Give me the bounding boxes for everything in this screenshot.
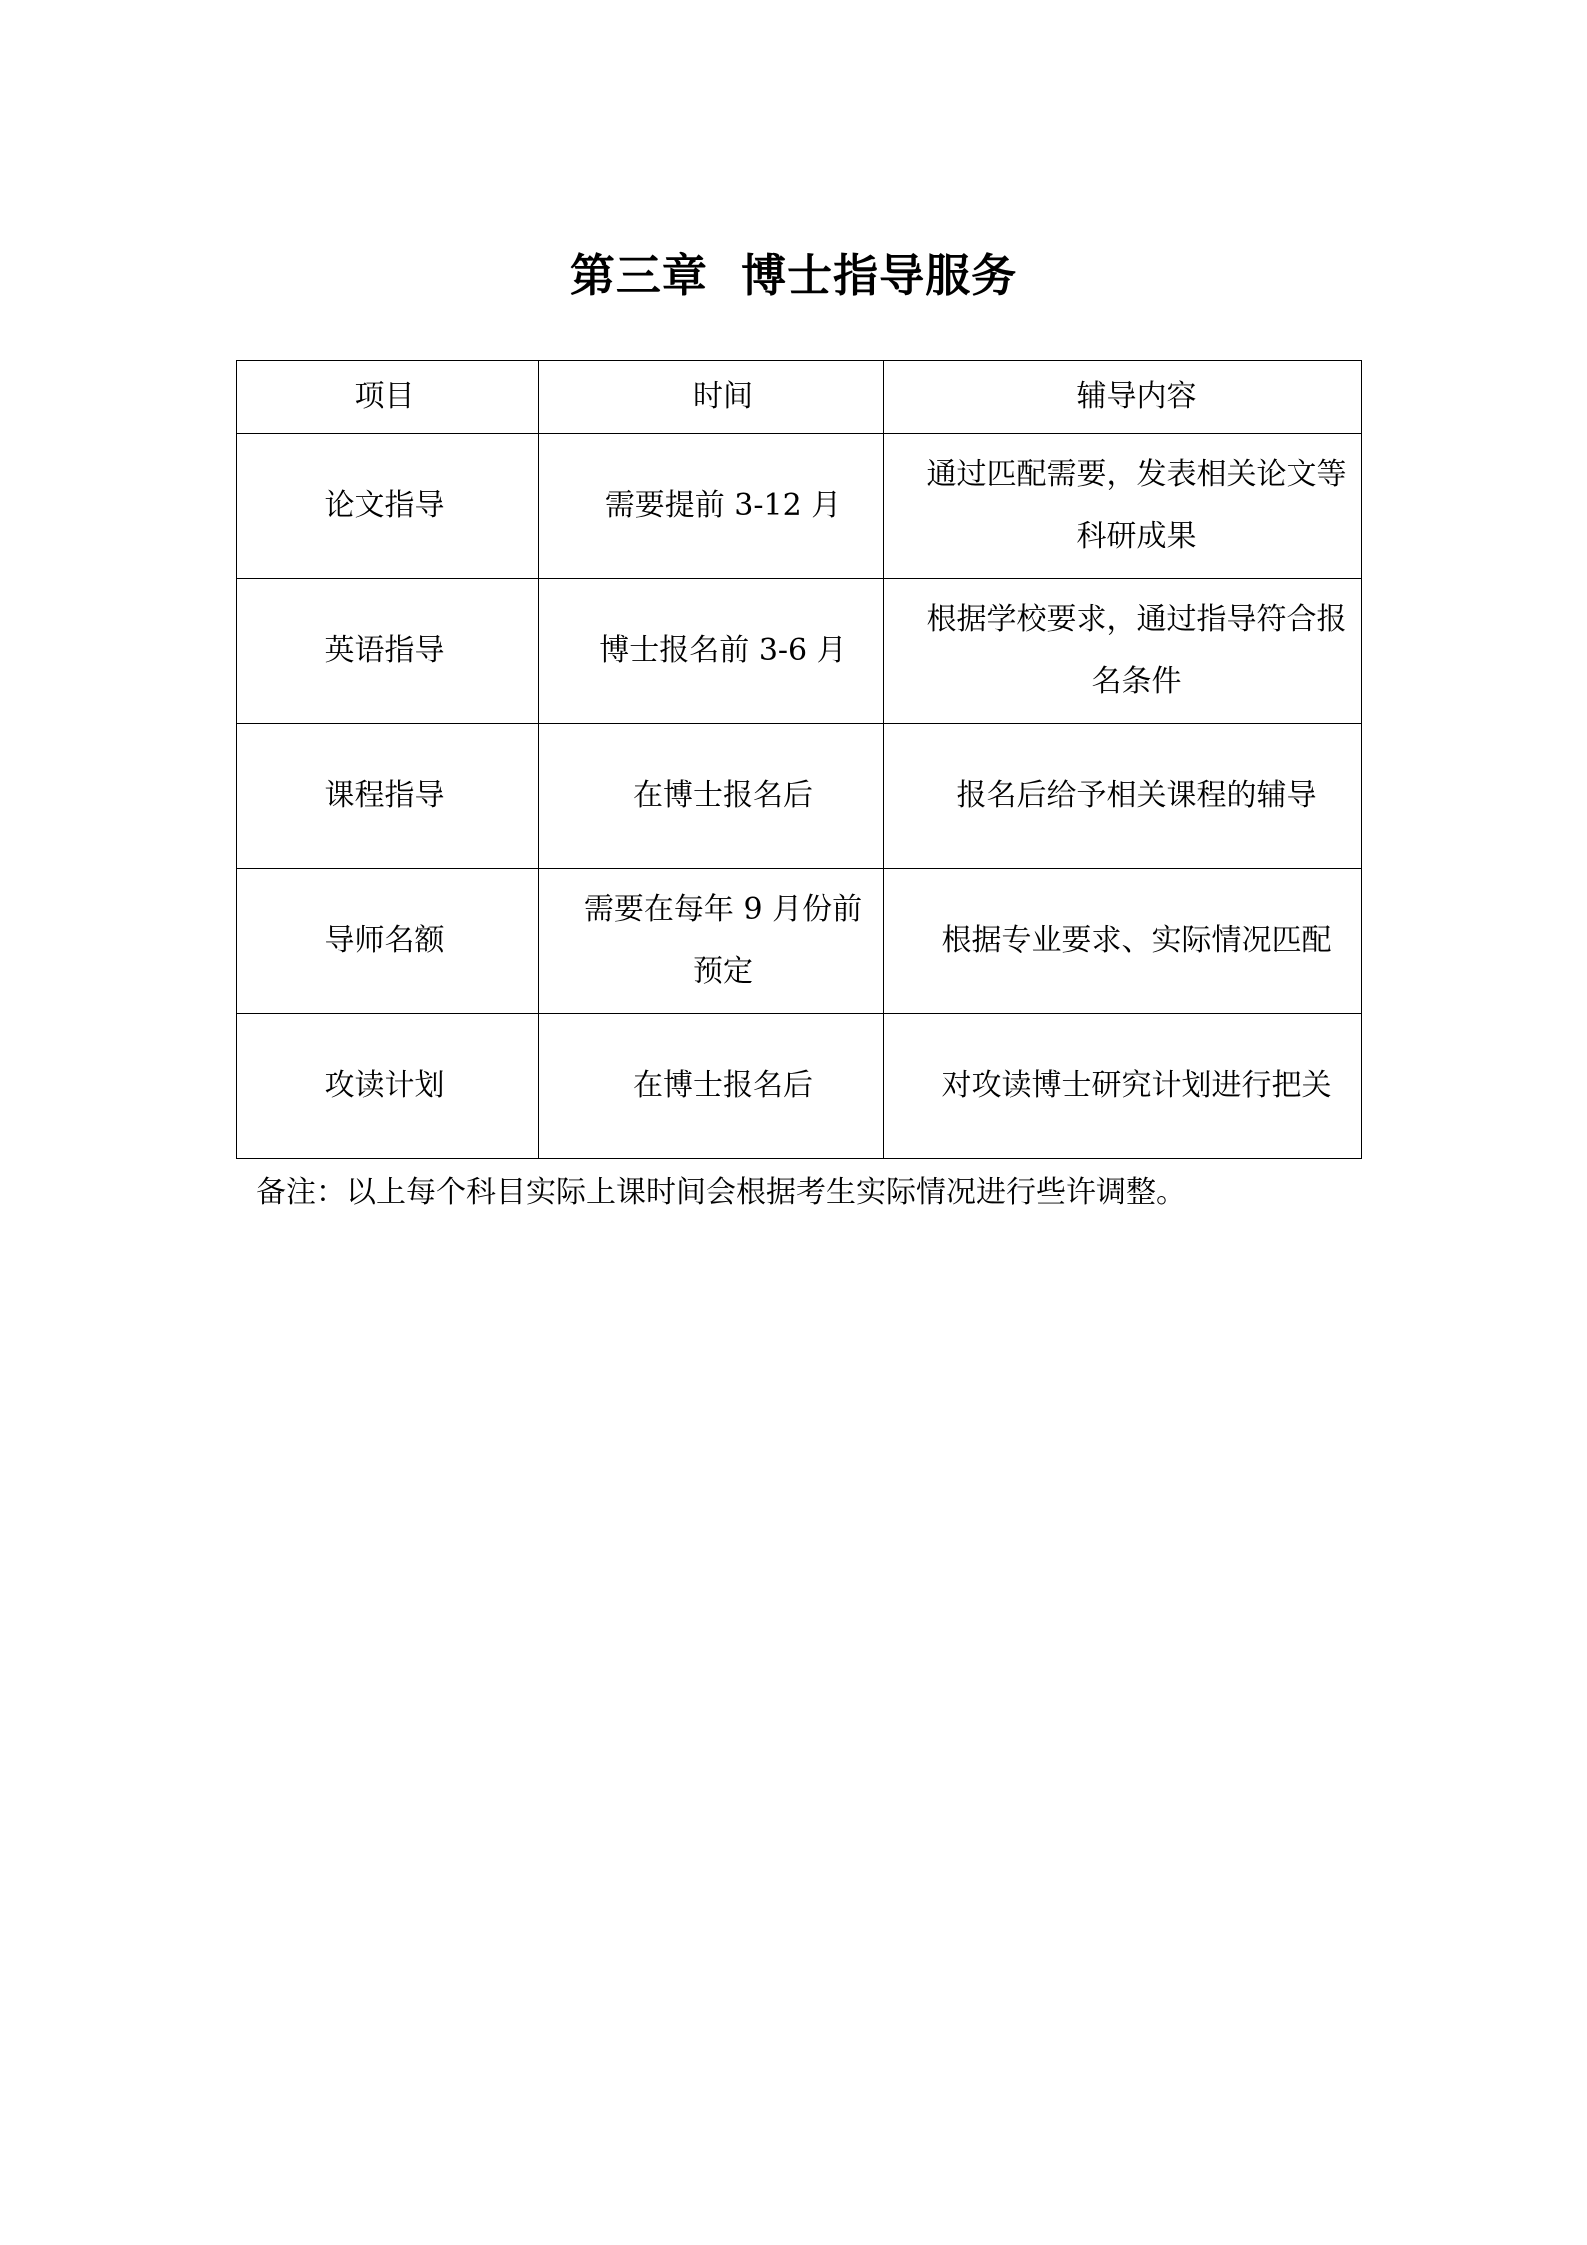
time-cell bbox=[539, 579, 884, 724]
header-item-label: 项目 bbox=[354, 379, 415, 414]
time-cell bbox=[539, 724, 884, 869]
content-text: 根据学校要求，通过指导符合报名条件 bbox=[926, 602, 1347, 699]
table-row bbox=[237, 1014, 1362, 1159]
item-text: 导师名额 bbox=[324, 923, 445, 958]
table-header-row bbox=[237, 361, 1362, 434]
item-cell bbox=[237, 724, 539, 869]
item-cell bbox=[237, 434, 539, 579]
time-cell bbox=[539, 869, 884, 1014]
content-cell bbox=[884, 869, 1362, 1014]
header-content bbox=[884, 361, 1362, 434]
item-text: 论文指导 bbox=[324, 488, 445, 523]
time-text: 博士报名前 3-6 月 bbox=[599, 633, 847, 668]
item-text: 攻读计划 bbox=[324, 1068, 445, 1103]
page-title: 第三章 博士指导服务 bbox=[569, 249, 1018, 302]
content-cell bbox=[884, 1014, 1362, 1159]
item-text: 课程指导 bbox=[324, 778, 445, 813]
content-text: 报名后给予相关课程的辅导 bbox=[956, 778, 1317, 813]
time-cell bbox=[539, 1014, 884, 1159]
time-text: 需要提前 3-12 月 bbox=[604, 488, 842, 523]
time-text: 需要在每年 9 月份前预定 bbox=[583, 892, 863, 989]
content-text: 通过匹配需要，发表相关论文等科研成果 bbox=[926, 457, 1347, 554]
header-item bbox=[237, 361, 539, 434]
table-row bbox=[237, 579, 1362, 724]
time-text: 在博士报名后 bbox=[633, 778, 813, 813]
item-cell bbox=[237, 869, 539, 1014]
time-text: 在博士报名后 bbox=[633, 1068, 813, 1103]
content-cell bbox=[884, 579, 1362, 724]
item-cell bbox=[237, 1014, 539, 1159]
content-text: 对攻读博士研究计划进行把关 bbox=[941, 1068, 1332, 1103]
time-cell bbox=[539, 434, 884, 579]
table-row bbox=[237, 724, 1362, 869]
table-row bbox=[237, 434, 1362, 579]
header-time bbox=[539, 361, 884, 434]
header-time-label: 时间 bbox=[693, 379, 753, 414]
item-cell bbox=[237, 579, 539, 724]
content-text: 根据专业要求、实际情况匹配 bbox=[941, 923, 1332, 958]
content-cell bbox=[884, 434, 1362, 579]
content-cell bbox=[884, 724, 1362, 869]
header-content-label: 辅导内容 bbox=[1076, 379, 1197, 414]
doctoral-service-table bbox=[236, 360, 1362, 1159]
item-text: 英语指导 bbox=[324, 633, 445, 668]
footnote-remark: 备注：以上每个科目实际上课时间会根据考生实际情况进行些许调整。 bbox=[256, 1175, 1186, 1210]
table-row bbox=[237, 869, 1362, 1014]
